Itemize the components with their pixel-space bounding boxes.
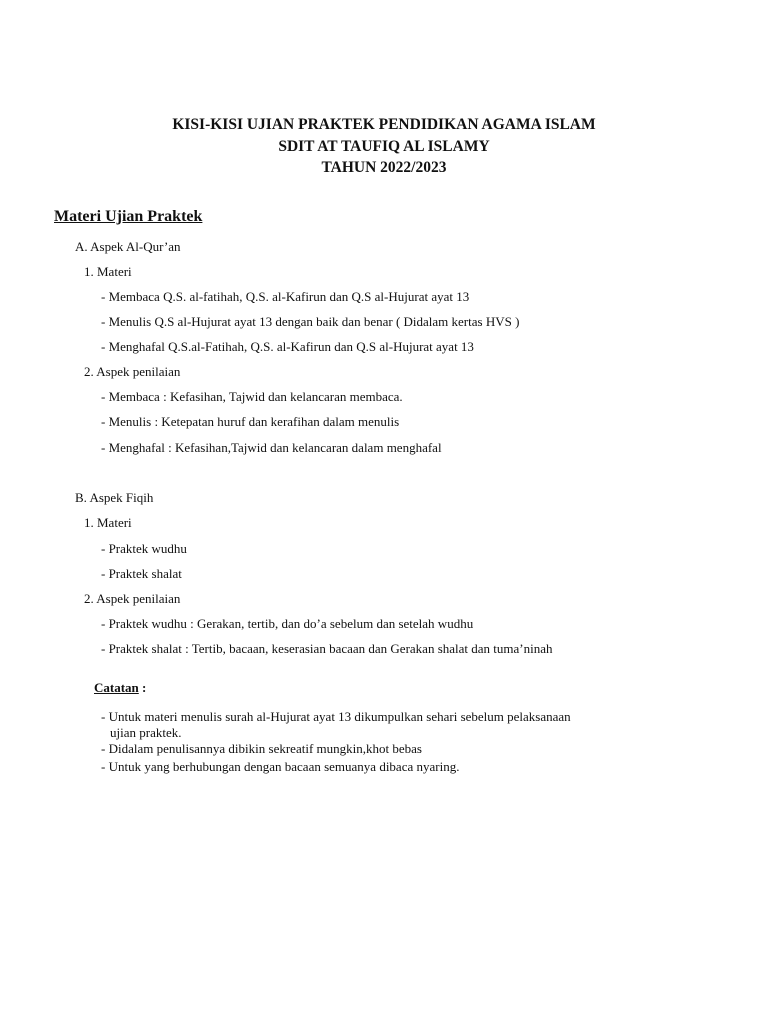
aspect-a-materi-point: - Menghafal Q.S.al-Fatihah, Q.S. al-Kafirun dan Q.S al-Hujurat ayat 13 bbox=[101, 339, 474, 354]
aspect-a-penilaian-point: - Menghafal : Kefasihan,Tajwid dan kelancaran dalam menghafal bbox=[101, 440, 442, 455]
aspect-a-label: A. Aspek Al-Qur’an bbox=[75, 239, 181, 254]
aspect-a-materi-point: - Membaca Q.S. al-fatihah, Q.S. al-Kafirun dan Q.S al-Hujurat ayat 13 bbox=[101, 289, 470, 304]
aspect-a-materi-point: - Menulis Q.S al-Hujurat ayat 13 dengan baik dan benar ( Didalam kertas HVS ) bbox=[101, 314, 520, 329]
note-line: ujian praktek. bbox=[110, 725, 182, 740]
note-line: - Didalam penulisannya dibikin sekreatif mungkin,khot bebas bbox=[101, 741, 422, 756]
aspect-b-penilaian-point: - Praktek shalat : Tertib, bacaan, keserasian bacaan dan Gerakan shalat dan tuma’ninah bbox=[101, 641, 553, 656]
notes-title bbox=[94, 680, 146, 696]
aspect-b-materi-point: - Praktek wudhu bbox=[101, 541, 187, 556]
note-line: - Untuk materi menulis surah al-Hujurat ayat 13 dikumpulkan sehari sebelum pelaksanaan bbox=[101, 709, 571, 724]
document-title bbox=[0, 114, 768, 179]
aspect-b-label: B. Aspek Fiqih bbox=[75, 490, 154, 505]
aspect-b-materi-label: 1. Materi bbox=[84, 515, 132, 530]
section-heading: Materi Ujian Praktek bbox=[54, 208, 203, 225]
aspect-b-materi-point: - Praktek shalat bbox=[101, 566, 182, 581]
note-line: - Untuk yang berhubungan dengan bacaan semuanya dibaca nyaring. bbox=[101, 759, 460, 774]
title-line-3: TAHUN 2022/2023 bbox=[321, 159, 447, 176]
aspect-b-penilaian-point: - Praktek wudhu : Gerakan, tertib, dan do’a sebelum dan setelah wudhu bbox=[101, 616, 474, 631]
aspect-a-penilaian-label: 2. Aspek penilaian bbox=[84, 364, 181, 379]
aspect-b-penilaian-label: 2. Aspek penilaian bbox=[84, 591, 181, 606]
notes-colon: : bbox=[138, 680, 147, 695]
notes-heading: Catatan bbox=[94, 680, 139, 695]
title-line-2: SDIT AT TAUFIQ AL ISLAMY bbox=[278, 137, 490, 155]
aspect-a-materi-label: 1. Materi bbox=[84, 264, 132, 279]
aspect-a-penilaian-point: - Membaca : Kefasihan, Tajwid dan kelancaran membaca. bbox=[101, 389, 403, 404]
title-line-1: KISI-KISI UJIAN PRAKTEK PENDIDIKAN AGAMA ISLAM bbox=[172, 116, 596, 133]
aspect-a-penilaian-point: - Menulis : Ketepatan huruf dan kerafihan dalam menulis bbox=[101, 414, 400, 429]
